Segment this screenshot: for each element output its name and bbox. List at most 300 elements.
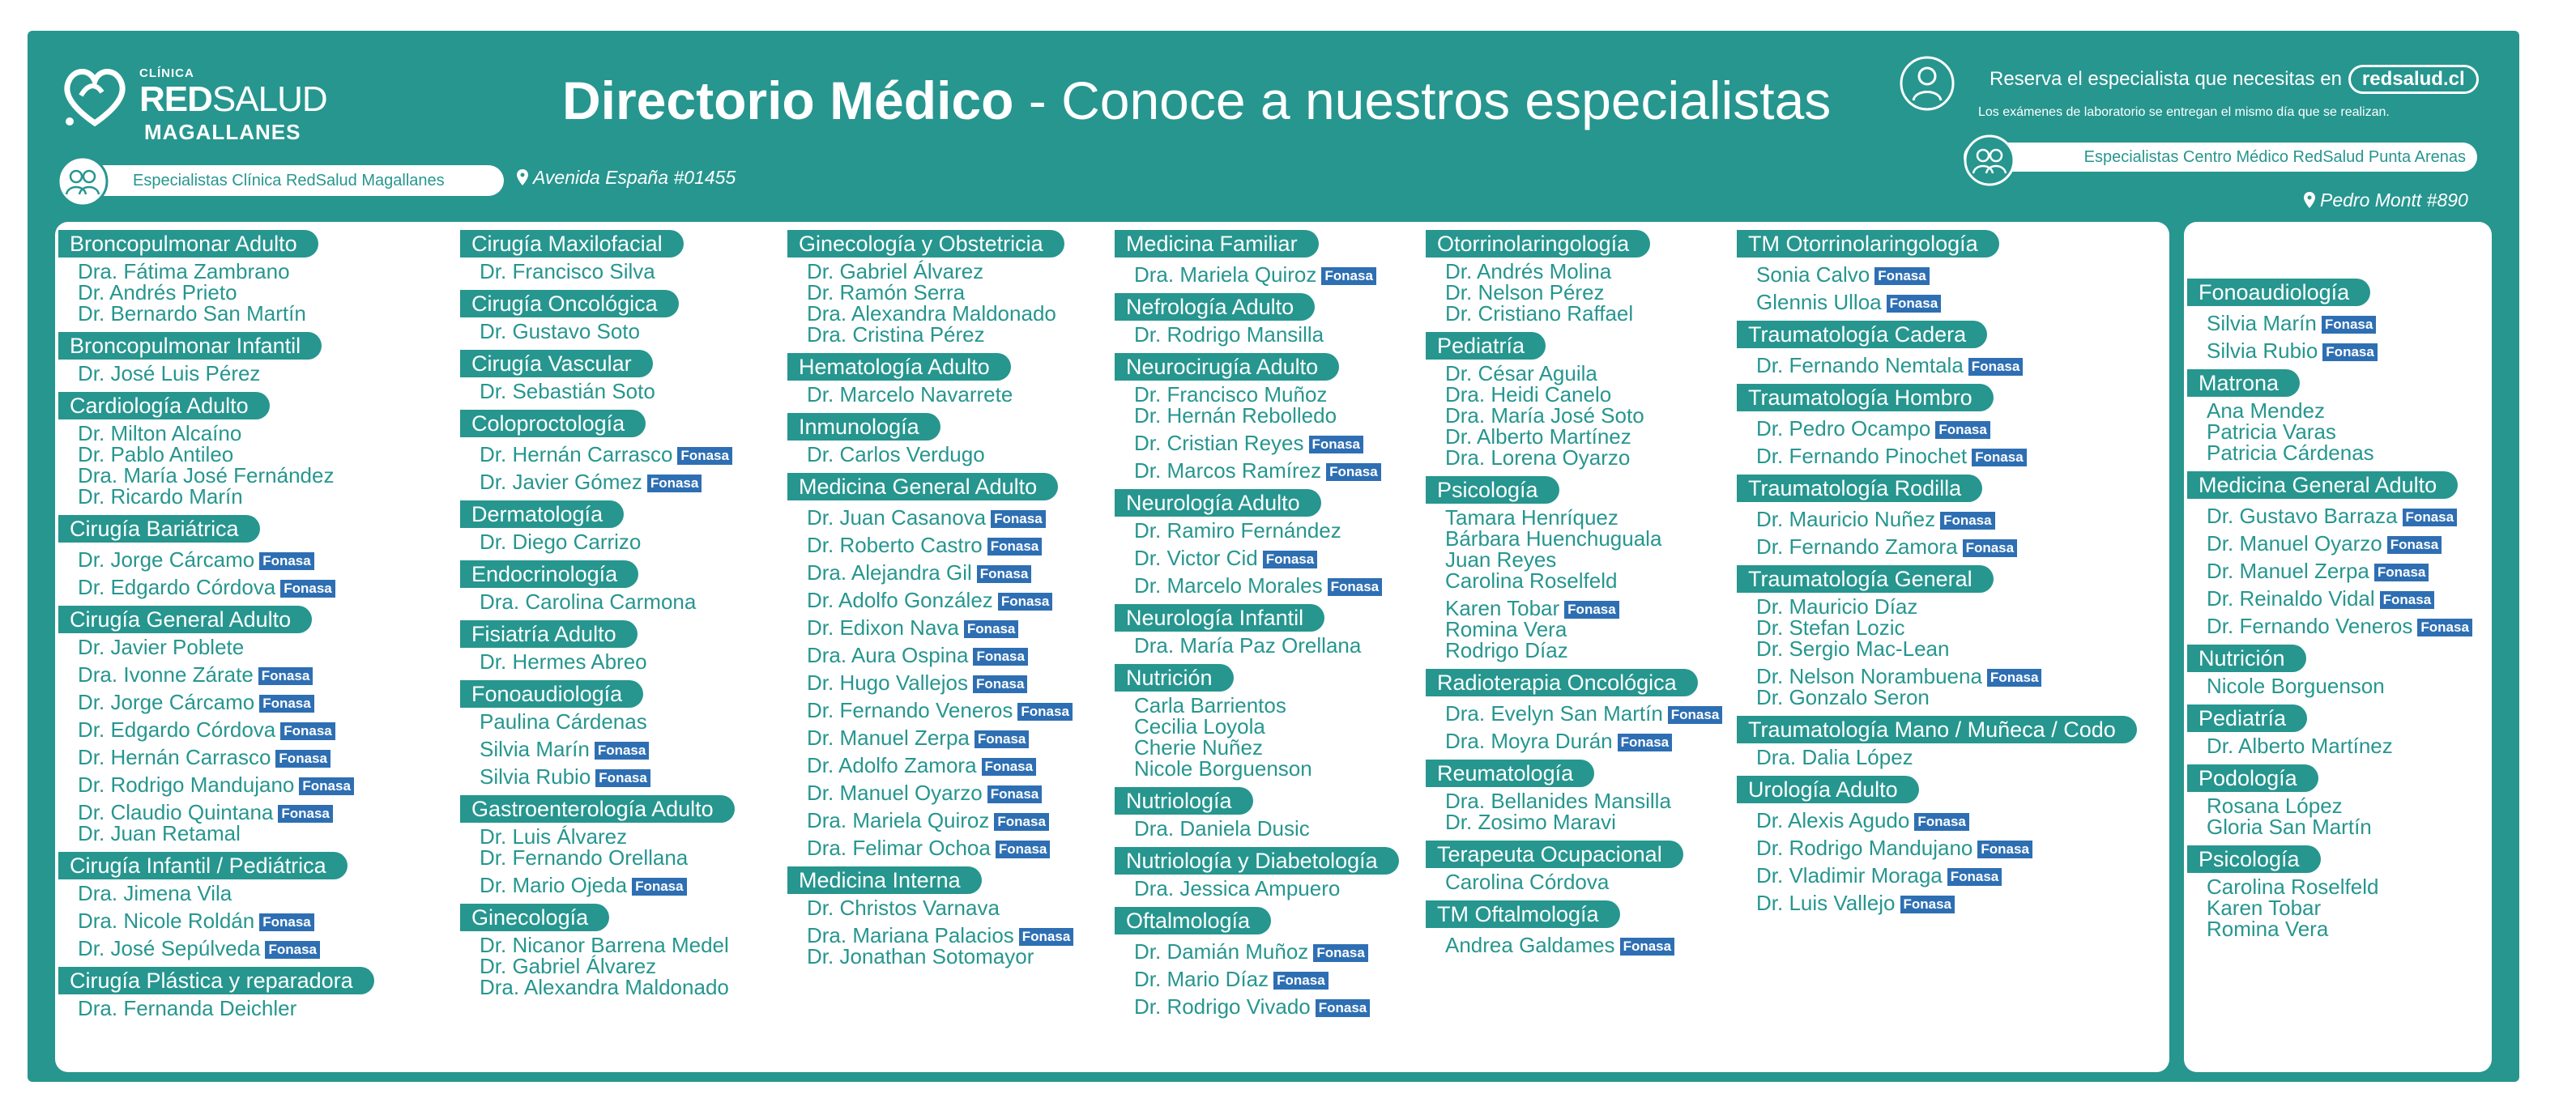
- specialty-section-traumatologia-general: [1737, 565, 2166, 708]
- fonasa-badge: Fonasa: [259, 552, 314, 570]
- doctor-entry: [2207, 533, 2492, 554]
- fonasa-badge: Fonasa: [1668, 706, 1723, 724]
- doctor-name: Dr. Hermes Abreo: [480, 649, 647, 674]
- doctor-entry: [1445, 549, 1734, 570]
- title-rest: - Conoce a nuestros especialistas: [1013, 70, 1832, 130]
- specialty-section-pediatria: [1426, 332, 1734, 468]
- doctor-entry: [480, 934, 784, 956]
- doctor-entry: [807, 562, 1111, 583]
- doctor-name: Dra. María José Fernández: [78, 463, 335, 487]
- fonasa-badge: Fonasa: [1914, 813, 1969, 831]
- doctor-entry: [807, 324, 1111, 345]
- doctor-entry: [1445, 384, 1734, 405]
- fonasa-badge: Fonasa: [1273, 972, 1329, 990]
- doctor-name: Dr. Zosimo Maravi: [1445, 810, 1616, 834]
- fonasa-badge: Fonasa: [595, 742, 650, 760]
- doctor-entry: [480, 977, 784, 998]
- doctor-name: Dra. Carolina Carmona: [480, 590, 697, 614]
- title-bold: Directorio Médico: [562, 70, 1014, 130]
- doctor-name: Dra. Ivonne Zárate: [78, 662, 254, 687]
- specialty-header: Hematología Adulto: [787, 353, 1011, 381]
- fonasa-badge: Fonasa: [280, 580, 335, 598]
- doctor-name: Dra. Bellanides Mansilla: [1445, 789, 1671, 813]
- column-7: [2187, 270, 2492, 939]
- doctor-list: [58, 261, 449, 324]
- specialty-section-cirugia-infantil-pediatrica: [58, 852, 449, 959]
- fonasa-badge: Fonasa: [1987, 669, 2042, 687]
- fonasa-badge: Fonasa: [1620, 938, 1675, 956]
- doctor-entry: [480, 651, 784, 672]
- doctor-entry: [807, 700, 1111, 721]
- doctor-entry: [78, 719, 449, 740]
- fonasa-badge: Fonasa: [632, 878, 687, 896]
- doctor-entry: [1445, 703, 1734, 724]
- doctor-entry: [1445, 790, 1734, 811]
- doctor-name: Dr. Andrés Prieto: [78, 280, 237, 304]
- doctor-list: [2187, 675, 2492, 696]
- doctor-name: Dr. Roberto Castro: [807, 533, 983, 557]
- doctor-list: [1115, 264, 1422, 285]
- doctor-list: [1737, 509, 2166, 557]
- doctor-list: [1737, 596, 2166, 708]
- fonasa-badge: Fonasa: [1874, 267, 1930, 285]
- specialty-header: Cirugía Infantil / Pediátrica: [58, 852, 348, 879]
- doctor-entry: [480, 875, 784, 896]
- doctor-entry: [2207, 588, 2492, 609]
- redsalud-link[interactable]: redsalud.cl: [2348, 65, 2479, 94]
- specialty-header: Coloproctología: [460, 410, 646, 437]
- specialty-header: Nutriología: [1115, 787, 1253, 815]
- specialty-header: Medicina General Adulto: [2187, 471, 2458, 499]
- specialty-section-ginecologia-y-obstetricia: [787, 230, 1111, 345]
- specialty-header: Fonoaudiología: [2187, 279, 2370, 306]
- doctor-entry: [78, 261, 449, 282]
- lab-note: Los exámenes de laboratorio se entregan el mismo día que se realizan.: [1978, 105, 2390, 119]
- doctor-name: Dr. Reinaldo Vidal: [2207, 586, 2375, 611]
- doctor-entry: [1445, 934, 1734, 956]
- doctor-name: Dr. Ramón Serra: [807, 280, 966, 304]
- doctor-entry: [78, 998, 449, 1019]
- doctor-entry: [1445, 426, 1734, 447]
- column-4: [1115, 222, 1422, 1017]
- doctor-name: Dr. Nicanor Barrena Medel: [480, 933, 729, 957]
- specialty-section-cirugia-oncologica: [460, 290, 784, 342]
- specialty-header: Traumatología Hombro: [1737, 384, 1994, 411]
- specialty-header: Pediatría: [2187, 704, 2307, 732]
- doctor-name: Dra. Jessica Ampuero: [1134, 876, 1341, 900]
- specialty-section-dermatologia: [460, 500, 784, 552]
- specialty-header: Cirugía Oncológica: [460, 290, 679, 317]
- doctor-name: Dr. Francisco Muñoz: [1134, 382, 1328, 407]
- doctor-name: Dr. José Sepúlveda: [78, 936, 261, 960]
- doctor-entry: [78, 577, 449, 598]
- fonasa-badge: Fonasa: [647, 475, 702, 492]
- doctor-name: Rosana López: [2207, 794, 2343, 818]
- fonasa-badge: Fonasa: [280, 722, 335, 740]
- doctor-name: Dra. Lorena Oyarzo: [1445, 445, 1631, 470]
- specialty-header: Cirugía Vascular: [460, 350, 653, 377]
- specialty-section-ginecologia: [460, 904, 784, 998]
- doctor-name: Dr. Gustavo Soto: [480, 319, 640, 343]
- specialty-section-podologia: [2187, 764, 2492, 837]
- doctor-name: Bárbara Huenchuguala: [1445, 526, 1662, 551]
- fonasa-badge: Fonasa: [1963, 539, 2018, 557]
- doctor-entry: [1134, 384, 1422, 405]
- doctor-entry: [480, 847, 784, 868]
- doctor-list: [460, 321, 784, 342]
- doctor-list: [1115, 878, 1422, 899]
- doctor-list: [1737, 355, 2166, 376]
- specialty-section-traumatologia-mano-muneca-codo: [1737, 716, 2166, 768]
- doctor-entry: [1756, 596, 2166, 617]
- column-6: [1737, 222, 2166, 913]
- doctor-list: [1115, 324, 1422, 345]
- fonasa-badge: Fonasa: [998, 593, 1053, 611]
- doctor-list: [1426, 261, 1734, 324]
- doctor-name: Dr. Manuel Zerpa: [2207, 559, 2369, 583]
- doctor-list: [1115, 520, 1422, 596]
- specialty-header: Radioterapia Oncológica: [1426, 669, 1698, 696]
- specialty-header: Medicina Interna: [787, 866, 982, 894]
- doctor-name: Dr. Bernardo San Martín: [78, 301, 306, 326]
- doctor-name: Dr. Hugo Vallejos: [807, 670, 968, 695]
- fonasa-badge: Fonasa: [1977, 841, 2032, 858]
- doctor-name: Paulina Cárdenas: [480, 709, 647, 734]
- specialty-header: Traumatología Cadera: [1737, 321, 1987, 348]
- doctor-list: [1426, 934, 1734, 956]
- doctor-list: [1115, 635, 1422, 656]
- doctor-name: Gloria San Martín: [2207, 815, 2372, 839]
- doctor-name: Dra. Felimar Ochoa: [807, 836, 991, 860]
- doctor-name: Dr. Manuel Oyarzo: [2207, 531, 2382, 556]
- doctor-entry: [807, 837, 1111, 858]
- specialty-section-radioterapia-oncologica: [1426, 669, 1734, 751]
- specialty-section-neurologia-infantil: [1115, 604, 1422, 656]
- doctor-list: [460, 261, 784, 282]
- doctor-entry: [1756, 418, 2166, 439]
- fonasa-badge: Fonasa: [1019, 928, 1074, 946]
- doctor-name: Dra. Heidi Canelo: [1445, 382, 1612, 407]
- doctor-entry: [78, 938, 449, 959]
- doctor-list: [1115, 695, 1422, 779]
- doctor-entry: [78, 282, 449, 303]
- heart-logo-icon: [60, 60, 130, 130]
- doctor-entry: [78, 444, 449, 465]
- specialty-header: Ginecología y Obstetricia: [787, 230, 1064, 258]
- doctor-entry: [1134, 716, 1422, 737]
- doctor-name: Dr. Francisco Silva: [480, 259, 655, 283]
- doctor-name: Dr. Diego Carrizo: [480, 530, 642, 554]
- doctor-entry: [1445, 363, 1734, 384]
- doctor-entry: [1756, 810, 2166, 831]
- doctor-entry: [480, 471, 784, 492]
- specialty-header: Reumatología: [1426, 760, 1594, 787]
- doctor-list: [1115, 384, 1422, 481]
- doctor-name: Dra. María José Soto: [1445, 403, 1644, 428]
- doctor-name: Juan Reyes: [1445, 547, 1557, 572]
- doctor-list: [2187, 735, 2492, 756]
- doctor-name: Dra. Daniela Dusic: [1134, 816, 1310, 841]
- doctor-entry: [1134, 941, 1422, 962]
- doctor-entry: [807, 645, 1111, 666]
- doctor-entry: [1134, 432, 1422, 453]
- logo-redsalud: [139, 79, 327, 120]
- specialty-header: Neurología Infantil: [1115, 604, 1324, 632]
- doctor-name: Dr. Hernán Carrasco: [480, 442, 673, 466]
- doctor-name: Karen Tobar: [2207, 896, 2322, 920]
- doctor-list: [460, 711, 784, 787]
- specialty-section-neurocirugia-adulto: [1115, 353, 1422, 481]
- doctor-entry: [1756, 687, 2166, 708]
- left-location-pill: Especialistas Clínica RedSalud Magallanes: [84, 165, 504, 196]
- specialty-header: Nutrición: [2187, 645, 2306, 672]
- doctor-entry: [78, 303, 449, 324]
- specialty-header: Oftalmología: [1115, 907, 1271, 934]
- doctor-list: [2187, 400, 2492, 463]
- specialty-section-reumatologia: [1426, 760, 1734, 832]
- doctor-name: Dr. Damián Muñoz: [1134, 939, 1309, 964]
- doctor-name: Dr. Juan Casanova: [807, 505, 987, 530]
- doctor-name: Dr. Nelson Norambuena: [1756, 664, 1982, 688]
- doctor-name: Dra. Nicole Roldán: [78, 909, 255, 933]
- doctor-entry: [1445, 528, 1734, 549]
- doctor-entry: [1756, 865, 2166, 886]
- doctor-entry: [1756, 536, 2166, 557]
- doctor-entry: [1445, 303, 1734, 324]
- specialty-header: Nutrición: [1115, 664, 1234, 692]
- specialty-section-cirugia-vascular: [460, 350, 784, 402]
- doctor-name: Dr. Cristian Reyes: [1134, 431, 1304, 455]
- doctor-name: Dr. Sebastián Soto: [480, 379, 655, 403]
- doctor-name: Dra. María Paz Orellana: [1134, 633, 1362, 658]
- fonasa-badge: Fonasa: [1972, 449, 2027, 466]
- doctor-name: Dr. Rodrigo Mansilla: [1134, 322, 1324, 347]
- doctor-list: [787, 507, 1111, 858]
- logo-clinica: CLÍNICA: [139, 66, 194, 80]
- doctor-entry: [807, 617, 1111, 638]
- doctor-name: Dr. Vladimir Moraga: [1756, 863, 1943, 888]
- specialty-header: Endocrinología: [460, 560, 638, 588]
- doctor-entry: [1134, 968, 1422, 990]
- fonasa-badge: Fonasa: [1326, 463, 1381, 481]
- specialty-section-neurologia-adulto: [1115, 489, 1422, 596]
- doctor-name: Dr. Rodrigo Mandujano: [78, 773, 295, 797]
- doctor-name: Dr. Fernando Zamora: [1756, 534, 1958, 559]
- specialty-section-hematologia-adulto: [787, 353, 1111, 405]
- specialty-header: Cirugía Plástica y reparadora: [58, 967, 374, 994]
- fonasa-badge: Fonasa: [2380, 591, 2435, 609]
- fonasa-badge: Fonasa: [275, 750, 331, 768]
- doctor-entry: [480, 739, 784, 760]
- doctor-name: Dr. Rodrigo Mandujano: [1756, 836, 1973, 860]
- fonasa-badge: Fonasa: [1900, 896, 1955, 913]
- specialty-section-medicina-general-adulto: [2187, 471, 2492, 636]
- fonasa-badge: Fonasa: [2374, 564, 2429, 581]
- doctor-name: Dr. Edgardo Córdova: [78, 717, 276, 742]
- doctor-name: Dr. Javier Gómez: [480, 470, 642, 494]
- doctor-list: [1426, 363, 1734, 468]
- doctor-entry: [480, 444, 784, 465]
- fonasa-badge: Fonasa: [258, 667, 313, 685]
- doctor-list: [787, 444, 1111, 465]
- doctor-entry: [2207, 560, 2492, 581]
- specialty-section-traumatologia-cadera: [1737, 321, 2166, 376]
- specialty-section-fonoaudiologia: [460, 680, 784, 787]
- doctor-entry: [78, 465, 449, 486]
- doctor-entry: [1756, 509, 2166, 530]
- doctor-entry: [807, 534, 1111, 556]
- doctor-name: Dr. Adolfo Zamora: [807, 753, 977, 777]
- clinica-panel: [55, 222, 2169, 1072]
- doctor-entry: [807, 590, 1111, 611]
- specialty-header: Cardiología Adulto: [58, 392, 270, 419]
- specialty-section-nutricion: [2187, 645, 2492, 696]
- doctor-name: Dr. Edgardo Córdova: [78, 575, 276, 599]
- specialty-section-nefrologia-adulto: [1115, 293, 1422, 345]
- doctor-entry: [1445, 811, 1734, 832]
- column-1: [58, 222, 449, 1019]
- fonasa-badge: Fonasa: [1321, 267, 1376, 285]
- doctor-name: Dr. Milton Alcaíno: [78, 421, 242, 445]
- fonasa-badge: Fonasa: [1935, 421, 1990, 439]
- doctor-name: Dr. Fernando Orellana: [480, 845, 689, 870]
- doctor-list: [1737, 418, 2166, 466]
- specialty-section-cardiologia-adulto: [58, 392, 449, 507]
- fonasa-badge: Fonasa: [2417, 619, 2472, 636]
- doctor-entry: [1134, 878, 1422, 899]
- doctor-entry: [480, 591, 784, 612]
- specialty-section-gastroenterologia-adulto: [460, 795, 784, 896]
- doctor-name: Dr. Cristiano Raffael: [1445, 301, 1634, 326]
- doctor-name: Carolina Roselfeld: [2207, 875, 2379, 899]
- doctor-name: Dr. Gonzalo Seron: [1756, 685, 1930, 709]
- doctor-entry: [2207, 735, 2492, 756]
- doctor-name: Dr. Manuel Oyarzo: [807, 781, 983, 805]
- fonasa-badge: Fonasa: [1887, 295, 1942, 313]
- doctor-name: Dr. Jorge Cárcamo: [78, 547, 255, 572]
- doctor-list: [460, 651, 784, 672]
- doctor-list: [2187, 876, 2492, 939]
- doctor-entry: [807, 727, 1111, 748]
- left-address: [517, 167, 736, 189]
- fonasa-badge: Fonasa: [1328, 578, 1383, 596]
- doctor-entry: [1756, 837, 2166, 858]
- doctor-entry: [1445, 282, 1734, 303]
- doctor-entry: [807, 261, 1111, 282]
- doctor-list: [58, 423, 449, 507]
- specialty-header: Otorrinolaringología: [1426, 230, 1650, 258]
- doctor-name: Patricia Cárdenas: [2207, 441, 2374, 465]
- doctor-entry: [1445, 640, 1734, 661]
- doctor-name: Dr. Javier Poblete: [78, 635, 245, 659]
- doctor-list: [1115, 941, 1422, 1017]
- doctor-name: Dr. Claudio Quintana: [78, 800, 274, 824]
- doctor-entry: [1445, 619, 1734, 640]
- doctor-entry: [1134, 520, 1422, 541]
- doctor-entry: [807, 444, 1111, 465]
- doctor-entry: [807, 672, 1111, 693]
- doctor-name: Dra. Jimena Vila: [78, 881, 232, 905]
- column-2: [460, 222, 784, 998]
- location-pin-icon: [2304, 192, 2315, 208]
- doctor-entry: [78, 883, 449, 904]
- specialty-section-cirugia-plastica-y-reparadora: [58, 967, 449, 1019]
- doctor-entry: [2207, 313, 2492, 334]
- redsalud-logo: [60, 55, 327, 152]
- fonasa-badge: Fonasa: [1947, 868, 2002, 886]
- page-title: [562, 70, 1831, 131]
- doctor-entry: [78, 802, 449, 823]
- doctor-entry: [2207, 918, 2492, 939]
- fonasa-badge: Fonasa: [2403, 509, 2458, 526]
- specialty-section-medicina-general-adulto: [787, 473, 1111, 858]
- doctor-name: Dra. Alexandra Maldonado: [807, 301, 1056, 326]
- doctor-name: Dr. Luis Álvarez: [480, 824, 628, 849]
- doctor-name: Silvia Rubio: [480, 764, 591, 789]
- doctor-entry: [1134, 635, 1422, 656]
- specialty-section-endocrinologia: [460, 560, 784, 612]
- doctor-entry: [1134, 695, 1422, 716]
- doctor-entry: [1756, 747, 2166, 768]
- fonasa-badge: Fonasa: [1017, 703, 1073, 721]
- specialty-section-urologia-adulto: [1737, 776, 2166, 913]
- doctor-name: Dr. Alberto Martínez: [1445, 424, 1631, 449]
- doctor-entry: [1134, 996, 1422, 1017]
- doctor-name: Dr. Alberto Martínez: [2207, 734, 2393, 758]
- doctor-entry: [1134, 264, 1422, 285]
- doctor-entry: [807, 755, 1111, 776]
- doctor-name: Dr. Marcelo Navarrete: [807, 382, 1013, 407]
- doctor-entry: [1445, 730, 1734, 751]
- specialty-header: Traumatología General: [1737, 565, 1994, 593]
- doctor-list: [58, 636, 449, 844]
- logo-salud: SALUD: [211, 79, 327, 119]
- doctor-name: Dr. Sergio Mac-Lean: [1756, 636, 1950, 661]
- fonasa-badge: Fonasa: [299, 777, 354, 795]
- doctor-entry: [1445, 261, 1734, 282]
- specialty-section-broncopulmonar-infantil: [58, 332, 449, 384]
- specialty-header: Terapeuta Ocupacional: [1426, 841, 1683, 868]
- fonasa-badge: Fonasa: [278, 805, 333, 823]
- doctor-entry: [2207, 400, 2492, 421]
- specialty-header: Cirugía General Adulto: [58, 606, 312, 633]
- specialty-section-nutriologia: [1115, 787, 1422, 839]
- doctor-entry: [1134, 547, 1422, 568]
- specialty-section-oftalmologia: [1115, 907, 1422, 1017]
- doctor-name: Dr. Adolfo González: [807, 588, 993, 612]
- fonasa-badge: Fonasa: [994, 813, 1049, 831]
- reserve-label: Reserva el especialista que necesitas en: [1990, 68, 2342, 90]
- doctor-entry: [2207, 897, 2492, 918]
- doctor-entry: [1756, 264, 2166, 285]
- doctor-entry: [480, 711, 784, 732]
- doctor-entry: [480, 826, 784, 847]
- doctor-list: [787, 384, 1111, 405]
- doctor-list: [2187, 505, 2492, 636]
- doctor-name: Dr. Ramiro Fernández: [1134, 518, 1341, 543]
- directory-board: [28, 31, 2519, 1082]
- doctor-name: Dr. Andrés Molina: [1445, 259, 1612, 283]
- doctor-name: Dra. Fátima Zambrano: [78, 259, 290, 283]
- fonasa-badge: Fonasa: [973, 675, 1028, 693]
- fonasa-badge: Fonasa: [677, 447, 732, 465]
- doctor-name: Dra. Dalia López: [1756, 745, 1913, 769]
- fonasa-badge: Fonasa: [1309, 436, 1364, 453]
- doctors-icon: [1964, 134, 2015, 186]
- specialty-header: Traumatología Rodilla: [1737, 475, 1982, 502]
- specialty-section-nutricion: [1115, 664, 1422, 779]
- doctor-entry: [2207, 675, 2492, 696]
